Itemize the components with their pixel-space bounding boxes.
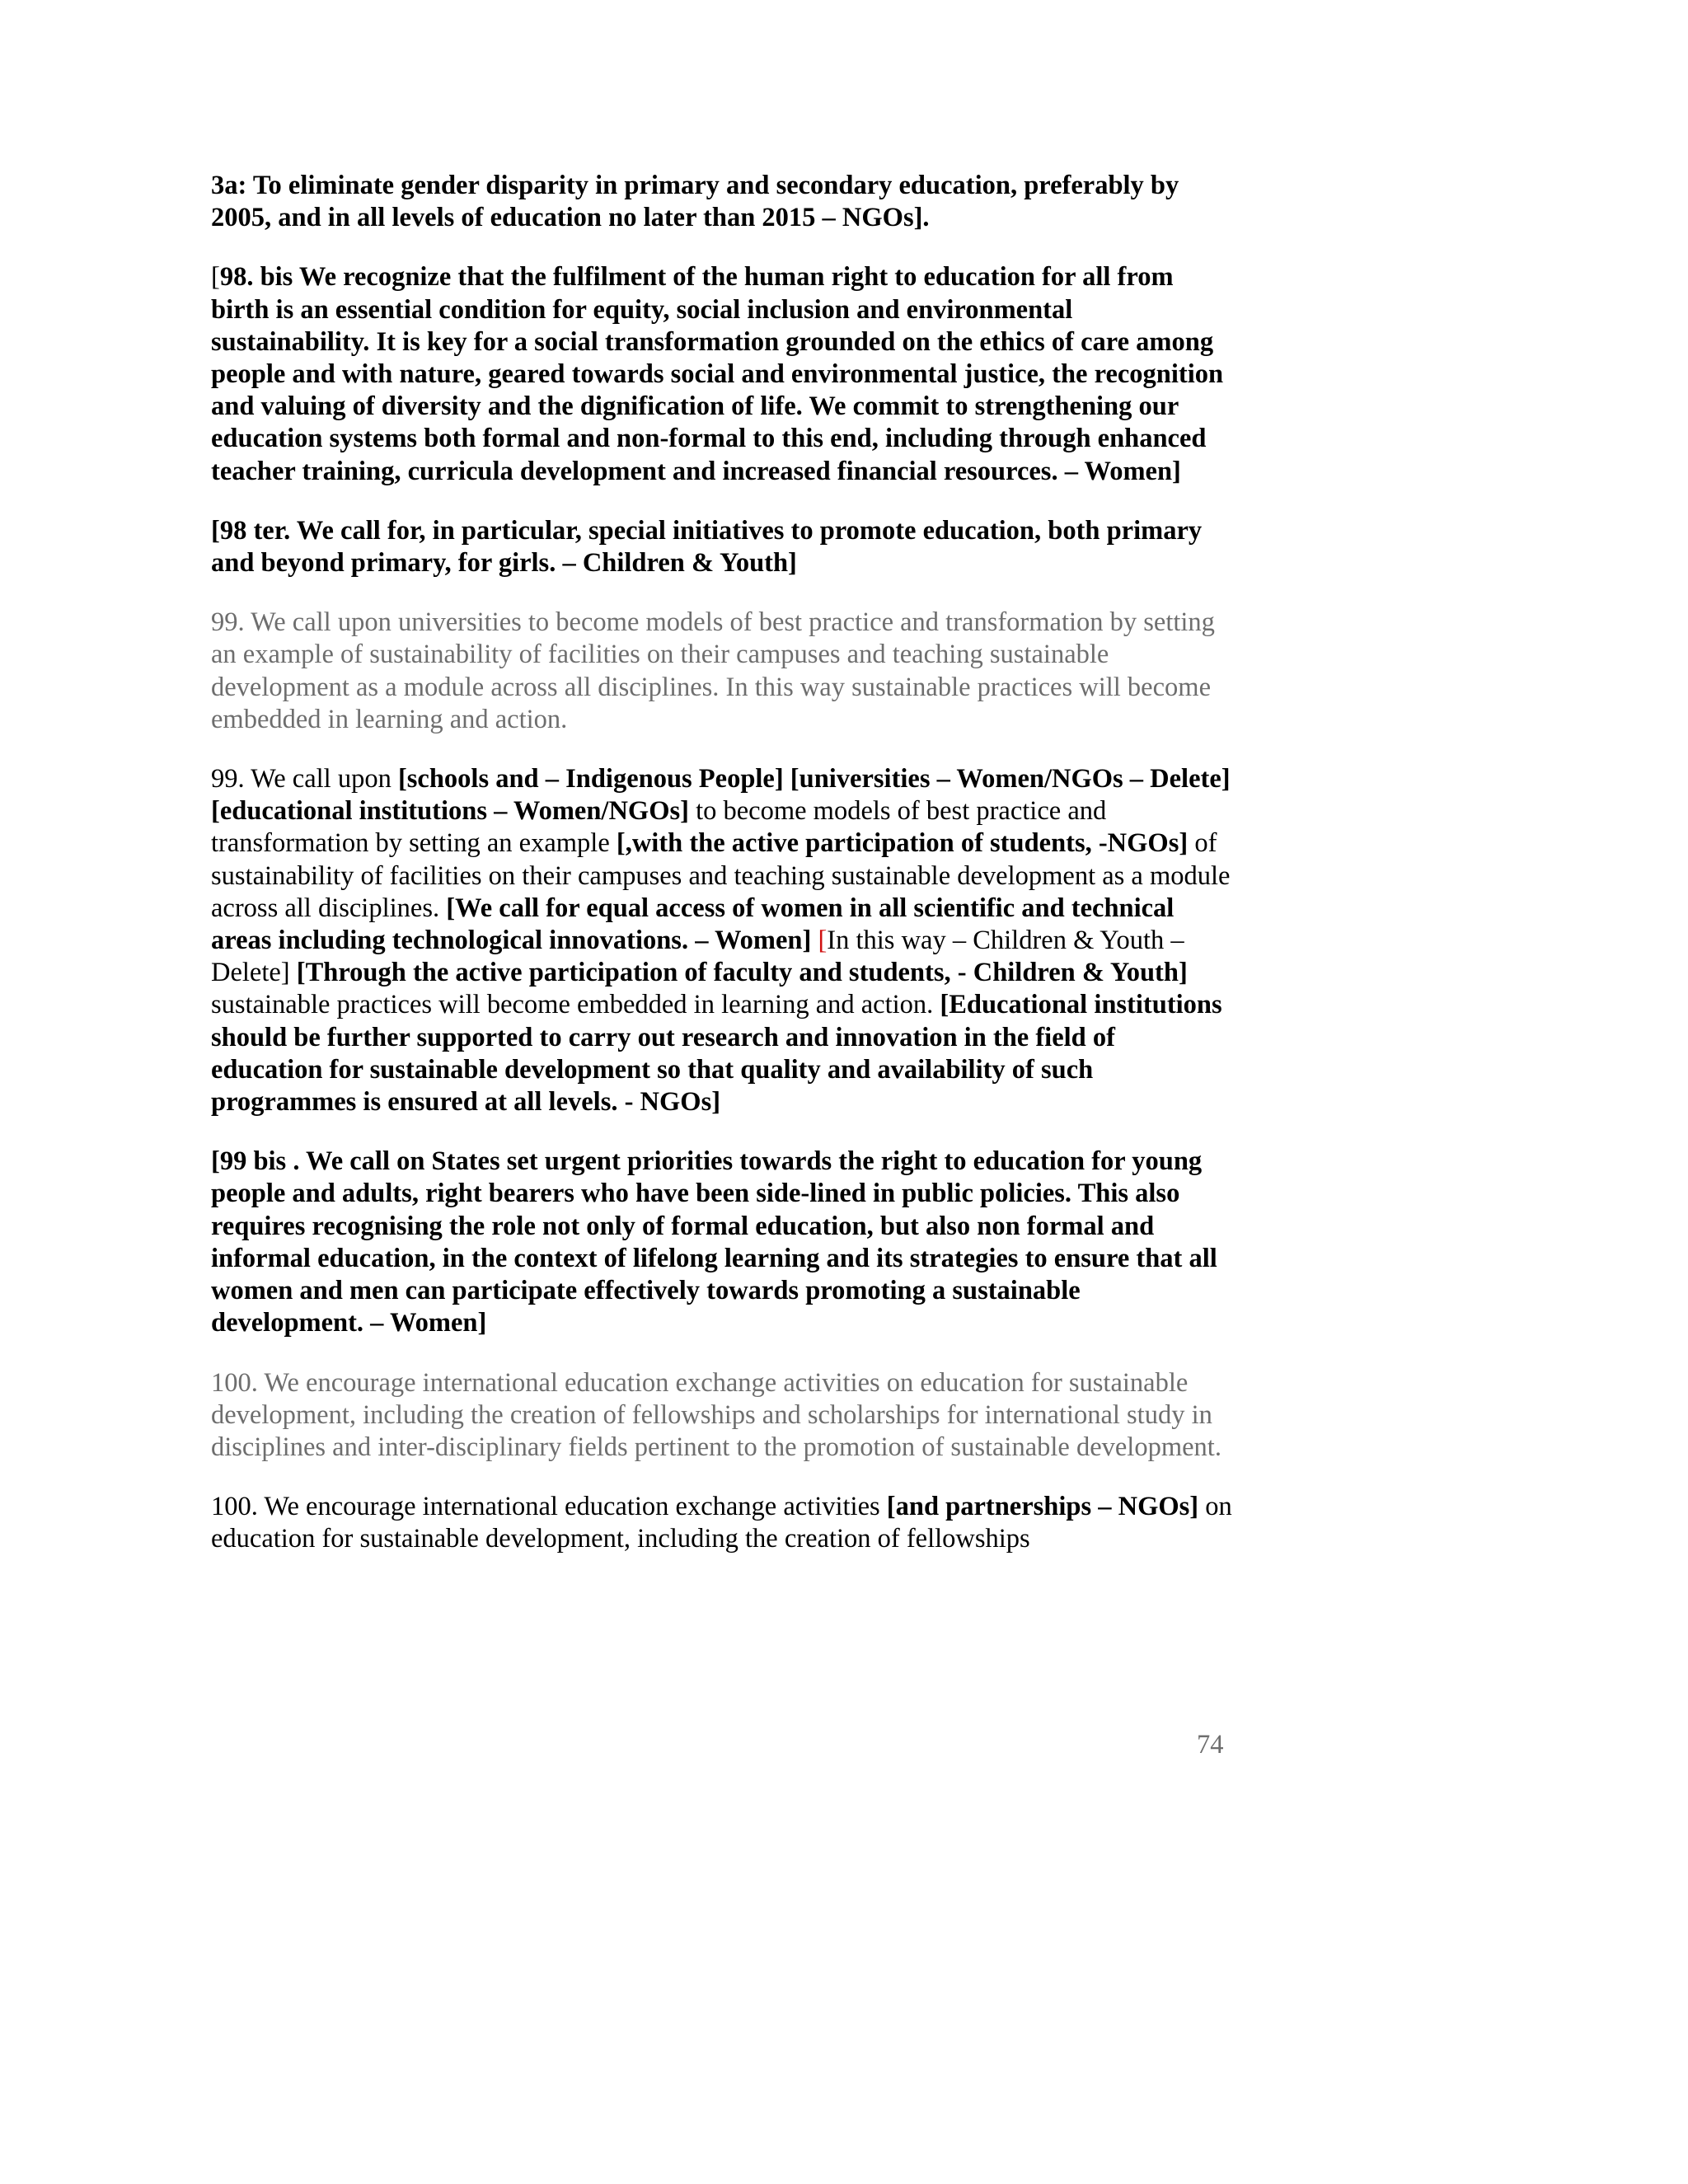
bold-text-run: [Through the active participation of faculty and students, - Children & Youth]	[296, 958, 1188, 988]
paragraph-p-3a	[211, 170, 1233, 234]
bold-text-run: [schools and – Indigenous People] [universities – Women/NGOs – Delete] [educational institutions – Women/NGOs]	[211, 764, 1231, 827]
text-run: [	[818, 926, 828, 956]
paragraph-p-100-original	[211, 1367, 1233, 1465]
bold-text-run: [98 ter. We call for, in particular, special initiatives to promote education, both primary and beyond primary, for girls. – Children & Youth]	[211, 515, 1203, 579]
paragraph-p-98-ter	[211, 515, 1233, 579]
paragraph-p-99-bis	[211, 1146, 1233, 1339]
text-run: 99. We call upon universities to become models of best practice and transformation by setting an example of sustainability of facilities on their campuses and teaching sustainable development as a module across all disciplines. In this way sustainable practices will become embedded in learning and action.	[211, 607, 1215, 734]
bold-text-run: 3a: To eliminate gender disparity in primary and secondary education, preferably by 2005, and in all levels of education no later than 2015 – NGOs].	[211, 171, 1179, 233]
bold-text-run: [We call for equal access of women in all scientific and technical areas including technological innovations. – Women]	[211, 893, 1175, 956]
text-run: 100. We encourage international education exchange activities on education for sustainable development, including the creation of fellowships and scholarships for international study in disciplines and inter-disciplinary fields pertinent to the promotion of sustainable development.	[211, 1367, 1221, 1462]
paragraph-p-99-original	[211, 607, 1233, 736]
paragraph-p-99-amended	[211, 763, 1233, 1118]
text-run: of sustainability of facilities on their campuses and teaching sustainable development as a module across all disciplines.	[211, 828, 1231, 923]
bold-text-run: 98. bis We recognize that the fulfilment of the human right to education for all from birth is an essential condition for equity, social inclusion and environmental sustainability. It is key for a social transformation grounded on the ethics of care among people and with nature, geared towards social and environmental justice, the recognition and valuing of diversity and the dignification of life. We commit to strengthening our education systems both formal and non-formal to this end, including through enhanced teacher training, curricula development and increased financial resources. – Women]	[211, 262, 1224, 486]
text-run: 99. We call upon	[211, 764, 398, 794]
text-run: to become models of best practice and transformation by setting an example	[211, 796, 1107, 859]
page-number: 74	[1197, 1730, 1224, 1760]
bold-text-run: [99 bis . We call on States set urgent priorities towards the right to education for young people and adults, right bearers who have been side-lined in public policies. This also requires recognising the role not only of formal education, but also non formal and informal education, in the context of lifelong learning and its strategies to ensure that all women and men can participate effectively towards promoting a sustainable development. – Women]	[211, 1146, 1217, 1338]
text-run: [	[211, 262, 220, 293]
text-run: sustainable practices will become embedded in learning and action.	[211, 990, 940, 1020]
document-body	[211, 170, 1233, 1583]
paragraph-p-100-amended	[211, 1491, 1233, 1555]
text-run: 100. We encourage international education exchange activities	[211, 1492, 887, 1522]
paragraph-p-98-bis	[211, 261, 1233, 487]
bold-text-run: [and partnerships – NGOs]	[886, 1492, 1199, 1522]
bold-text-run: [,with the active participation of students, -NGOs]	[616, 828, 1189, 859]
bold-text-run: [Educational institutions should be further supported to carry out research and innovation in the field of education for sustainable development so that quality and availability of such programmes is ensured at all levels. - NGOs]	[211, 990, 1222, 1118]
text-run: In this way – Children & Youth – Delete]	[211, 926, 1184, 988]
text-run: on education for sustainable development, including the creation of fellowships	[211, 1492, 1232, 1554]
